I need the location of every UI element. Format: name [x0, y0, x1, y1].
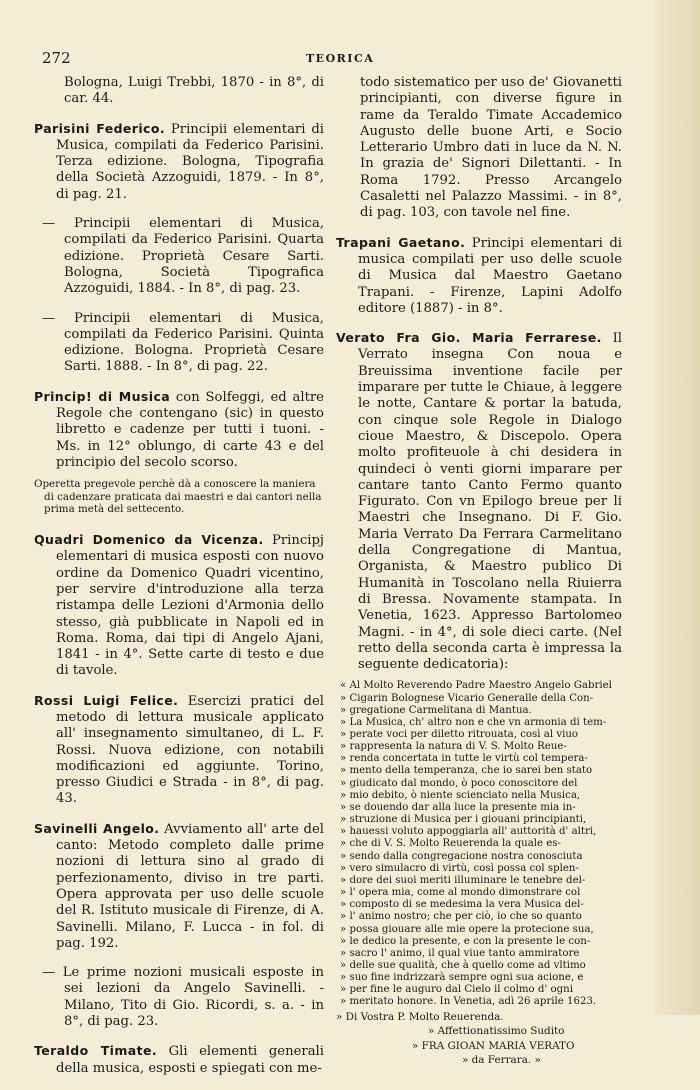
bibliography-subentry: [34, 965, 324, 1030]
dedication-line: » possa giouare alle mie opere la protecione sua,: [340, 923, 594, 935]
signature-line: » da Ferrara. »: [462, 1054, 541, 1067]
entry-text: — Principii elementari di Musica, compilati da Federico Parisini. Quarta edizione. Proprietà Cesare Sarti. Bologna, Società Tipografica Azzoguidi, 1884. - In 8°, di pag. 23.: [42, 216, 324, 297]
entry-text: — Le prime nozioni musicali esposte in sei lezioni da Angelo Savinelli. - Milano, Tito di Gio. Ricordi, s. a. - in 8°, di pag. 23.: [42, 965, 324, 1030]
entry-text: — Principii elementari di Musica, compilati da Federico Parisini. Quinta edizione. Bologna. Proprietà Cesare Sarti. 1888. - In 8°, di pag. 22.: [42, 310, 324, 375]
dedication-line: » se douendo dar alla luce la presente mia in-: [340, 801, 576, 813]
entry-text: todo sistematico per uso de' Giovanetti principianti, con diverse figure in rame da Teraldo Timate Accademico Augusto delle buone Arti, e Socio Letterario Umbro dati in luce da N. N. In grazia de' Signori Dilettanti. - In Roma 1792. Presso Arcangelo Casaletti nel Palazzo Massimi. - in 8°, di pag. 103, con tavole nel fine.: [360, 75, 622, 221]
bibliography-entry: [34, 1043, 324, 1077]
dedication-line: » mento della temperanza, che io sarei ben stato: [340, 765, 593, 777]
entry-text: con Solfeggi, ed altre Regole che contengano (sic) in questo libretto e cadenze per tutti i tuoni. - Ms. in 12° oblungo, di carte 43 e del principio del secolo scorso.: [56, 389, 324, 470]
dedication-line: » l' opera mia, come al mondo dimonstrare col: [340, 887, 581, 899]
left-column: [34, 75, 324, 1090]
bibliography-entry: [34, 121, 324, 203]
right-column: [336, 75, 622, 1067]
dedication-line: » meritato honore. In Venetia, adì 26 aprile 1623.: [340, 996, 597, 1008]
dedication-line: » composto di se medesima la vera Musica del-: [340, 899, 584, 911]
entry-text: Principii elementari di Musica, compilati da Federico Parisini. Terza edizione. Bologna, Tipografia della Società Azzoguidi, 1879. - In 8°, di pag. 21.: [56, 121, 324, 202]
entry-text: Principj elementari di musica esposti con nuovo ordine da Domenico Quadri vicentino, per servire d'introduzione alla terza ristampa delle Lezioni d'Armonia dello stesso, già pubblicate in Napoli ed in Roma. Roma, dai tipi di Angelo Ajani, 1841 - in 4°. Sette carte di testo e due di tavole.: [56, 533, 324, 679]
running-head: TEORICA: [306, 52, 375, 65]
dedication-line: » l' animo nostro; che per ciò, io che so quanto: [340, 911, 582, 923]
bibliography-entry: [34, 821, 324, 952]
entry-author: Verato Fra Gio. Maria Ferrarese.: [336, 330, 602, 346]
entry-author: Rossi Luigi Felice.: [34, 692, 179, 708]
entry-author: Parisini Federico.: [34, 120, 165, 136]
entry-text: Bologna, Luigi Trebbi, 1870 - in 8°, di car. 44.: [64, 75, 324, 107]
dedication-line: « Al Molto Reverendo Padre Maestro Angelo Gabriel: [340, 680, 612, 692]
dedication-line: » gregatione Carmelitana di Mantua.: [340, 704, 532, 716]
signature-line: » FRA GIOAN MARIA VERATO: [412, 1039, 575, 1052]
dedication-line: » renda concertata in tutte le virtù col tempera-: [340, 753, 588, 765]
dedication-line: » sacro l' animo, il qual viue tanto ammiratore: [340, 947, 580, 959]
dedication-block: [336, 680, 622, 1008]
bibliography-entry: [336, 330, 622, 673]
dedication-line: » sendo dalla congregacione nostra conosciuta: [340, 850, 583, 862]
signature-line: » Affettionatissimo Sudito: [428, 1025, 565, 1038]
dedication-line: » hauessi voluto appoggiarla all' auttorità d' altri,: [340, 826, 597, 838]
dedication-line: » Cigarin Bolognese Vicario Generalle della Con-: [340, 692, 594, 704]
dedication-line: » delle sue qualità, che à quello come ad vltimo: [340, 959, 586, 971]
dedication-line: » dore dei suoi meriti illuminare le tenebre del-: [340, 874, 586, 886]
entry-text: Esercizi pratici del metodo di lettura musicale applicato all' insegnamento simultaneo, di L. F. Rossi. Nuova edizione, con notabili modificazioni ed aggiunte. Torino, presso Giudici e Strada - in 8°, di pag. 43.: [56, 693, 324, 807]
entry-text: Il Verrato insegna Con noua e Breuissima inventione facile per imparare per tutte le Chiaue, à leggere le notte, Cantare & portar la batuda, con cinque sole Regole in Dialogo cioue Maestro, & Discepolo. Opera molto profiteuole à chi desidera in quindeci ò venti giorni imparare per cantare tanto Canto Fermo quanto Figurato. Con vn Epilogo breue per li Maestri che Insegnano. Di F. Gio. Maria Verrato Da Ferrara Carmelitano della Congregatione di Mantua, Organista, & Maestro publico Di Humanità in Toscolano nella Riuierra di Bressa. Novamente stampata. In Venetia, 1623. Appresso Bartolomeo Magni. - in 4°, di sole dieci carte. (Nel retto della seconda carta è impressa la seguente dedicatoria):: [358, 331, 622, 673]
entry-text: Principi elementari di musica compilati per uso delle scuole di Musica dal Maestro Gaetano Trapani. - Firenze, Lapini Adolfo editore (1887) - in 8°.: [358, 235, 622, 316]
dedication-line: » rappresenta la natura di V. S. Molto Reue-: [340, 741, 567, 753]
continuation-text: [336, 75, 622, 222]
bibliography-entry: [336, 235, 622, 317]
signature-line: » Di Vostra P. Molto Reuerenda.: [336, 1010, 504, 1023]
bibliography-entry: [34, 389, 324, 471]
bibliography-entry: [34, 532, 324, 680]
dedication-line: » suo fine indrizzarà sempre ogni sua acione, e: [340, 972, 584, 984]
dedication-line: » struzione di Musica per i giouani principianti,: [340, 814, 587, 826]
entry-text: Gli elementi generali della musica, esposti e spiegati con me-: [56, 1044, 324, 1076]
entry-author: Trapani Gaetano.: [336, 234, 466, 250]
dedication-line: » che di V. S. Molto Reuerenda la quale es-: [340, 838, 561, 850]
dedication-line: » giudicato dal mondo, ò poco conoscitore del: [340, 777, 578, 789]
page-edge: [654, 0, 700, 1015]
dedication-line: » mio debito, ò niente scienciato nella Musica,: [340, 789, 581, 801]
bibliography-entry: [34, 693, 324, 808]
entry-note: Operetta pregevole perchè dà a conoscere la maniera di cadenzare praticata dai maestri e dai cantori nella prima metà del settecento.: [34, 478, 322, 516]
entry-text: Avviamento all' arte del canto: Metodo completo dalle prime nozioni di lettura sino al grado di perfezionamento, diviso in tre parti. Opera approvata per uso delle scuole del R. Istituto musicale di Firenze, di A. Savinelli. Milano, F. Lucca - in fol. di pag. 192.: [56, 821, 325, 951]
bibliography-subentry: [34, 216, 324, 297]
dedication-line: » per fine le auguro dal Cielo il colmo d' ogni: [340, 984, 573, 996]
dedication-line: » vero simulacro di virtù, così possa col splen-: [340, 862, 579, 874]
dedication-line: » le dedico la presente, e con la presente le con-: [340, 935, 591, 947]
entry-author: Quadri Domenico da Vicenza.: [34, 532, 264, 548]
dedication-line: » La Musica, ch' altro non e che vn armonia di tem-: [340, 716, 607, 728]
entry-author: Princip! di Musica: [34, 388, 171, 404]
entry-author: Teraldo Timate.: [34, 1043, 157, 1059]
signature-block: [336, 1011, 622, 1067]
bibliography-subentry: [34, 311, 324, 376]
dedication-line: » perate voci per diletto ritrouata, così al viuo: [340, 729, 579, 741]
page-number: 272: [42, 49, 71, 67]
continuation-text: [34, 75, 324, 108]
entry-author: Savinelli Angelo.: [34, 820, 160, 836]
